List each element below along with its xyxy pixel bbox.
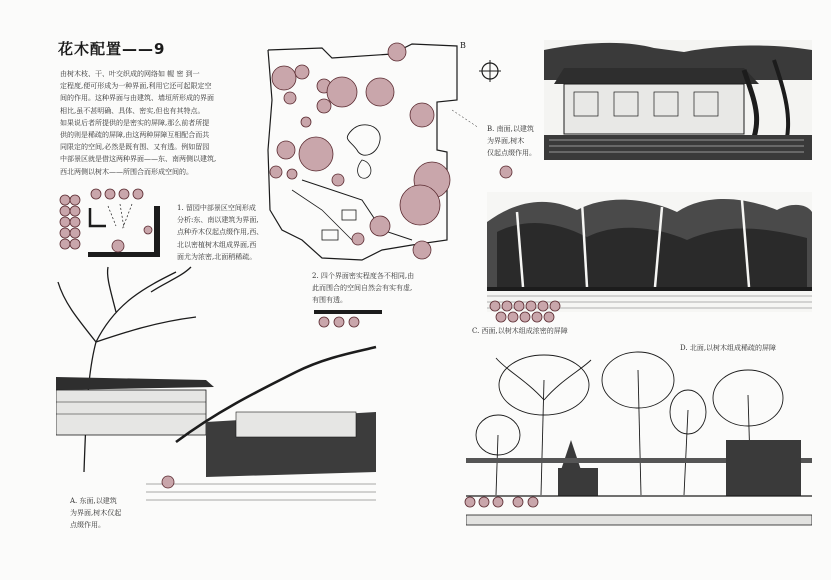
note-analysis: 1. 留园中部景区空间形成 分析:东、南以建筑为界面, 点种乔木仅起点缀作用,西、 北以密植树木组成界面,西 面尤为浓密,北面稍稀疏。 [177, 204, 264, 261]
caption-west: C. 西面,以树木组成浓密的屏障 [472, 327, 568, 335]
analysis-diagram [58, 188, 173, 260]
tree-symbol-south [498, 164, 514, 180]
page-title: 花木配置——9 [58, 40, 166, 58]
plan-trees [270, 43, 450, 259]
tree-symbols-west [489, 300, 561, 324]
tree-row-north [91, 189, 143, 199]
tree-column-west [60, 195, 80, 249]
intro-paragraph: 由树木枝、干、叶交织成的网络如 幄 密 到一 定程度,便可形成为一种界面,利用它还可起限定空 间的作用。这种界面与由建筑、墙垣所形成的界面 相比,虽不甚明确、具体、密实,但也有其特点。 如果说后者所提供的是密实的屏障,那么前者所提 供的则是稀疏的屏障,由这两种屏障互相配合而共 同限定的空间,必然是既有围、又有透。例如留园 中部景区就是借这两种界面——东、南两侧以建筑, 西北两侧以树木——所围合而形成空间的。 [60, 70, 217, 176]
note-interfaces: 2. 四个界面密实程度各不相同,由 此而围合的空间自然会有实有虚, 有围有透。 [312, 272, 415, 305]
garden-plan [262, 40, 477, 265]
compass-icon [479, 60, 501, 82]
tree-symbols-north [463, 494, 543, 510]
building-wall-east [154, 206, 160, 252]
caption-north: D. 北面,以树木组成稀疏的屏障 [680, 344, 777, 352]
sketch-west-view [487, 192, 812, 312]
sketch-south-view [544, 40, 812, 160]
building-wall-south [88, 252, 160, 257]
plan-label-b: B [460, 41, 466, 50]
sketch-east-view [56, 262, 386, 512]
plan-pond [347, 125, 380, 155]
caption-south: B. 南面,以建筑 为界面,树木 仅起点缀作用。 [487, 125, 536, 158]
tree-symbol-east [160, 474, 176, 490]
corner-wall [90, 208, 106, 226]
caption-east: A. 东面,以建筑 为界面,树木仅起 点缀作用。 [70, 497, 122, 530]
